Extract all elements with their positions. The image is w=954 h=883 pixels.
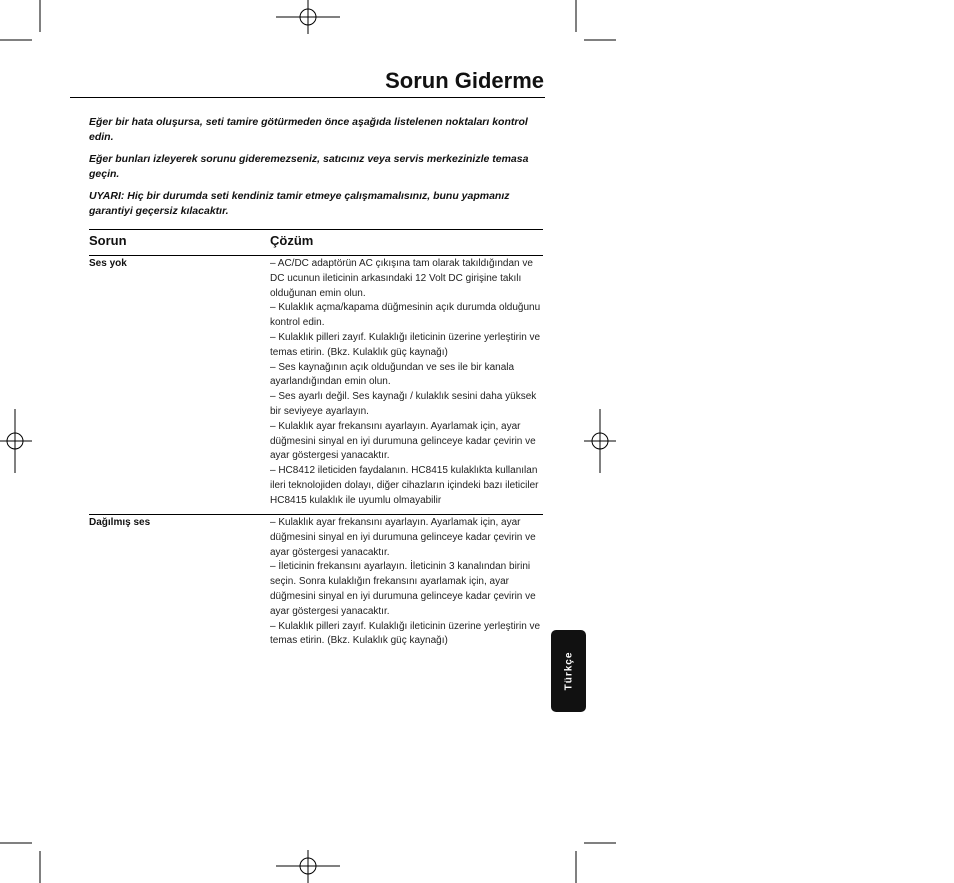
solution-list-no-sound — [270, 257, 542, 509]
solution-list-distorted-sound — [270, 516, 542, 649]
table-top-divider — [89, 229, 543, 230]
column-header-solution: Çözüm — [270, 233, 314, 248]
row-divider — [89, 514, 543, 515]
solution-item: – Kulaklık ayar frekansını ayarlayın. Ayarlamak için, ayar düğmesini sinyal en iyi durumuna gelinceye kadar çevirin ve ayar göstergesi yanacaktır. — [270, 517, 536, 558]
solution-item: – Kulaklık pilleri zayıf. Kulaklığı ileticinin üzerine yerleştirin ve temas etirin. (Bkz. Kulaklık güç kaynağı) — [270, 331, 541, 358]
solution-item: – Kulaklık pilleri zayıf. Kulaklığı ileticinin üzerine yerleştirin ve temas etirin. (Bkz. Kulaklık güç kaynağı) — [270, 620, 541, 647]
language-tab — [551, 630, 586, 712]
problem-distorted-sound: Dağılmış ses — [89, 517, 151, 528]
solution-item: – AC/DC adaptörün AC çıkışına tam olarak takıldığından ve DC ucunun ileticinin arkasındaki 12 Volt DC girişine takılı olduğunan emin olun. — [270, 258, 533, 299]
page-title: Sorun Giderme — [385, 68, 544, 93]
solution-item: – HC8412 ileticiden faydalanın. HC8415 kulaklıkta kullanılan ileri teknolojiden dolayı, diğer cihazların içindeki bazı ileticiler HC8415 kulaklık ile uyumlu olmayabilir — [270, 465, 539, 506]
solution-item: – Ses ayarlı değil. Ses kaynağı / kulaklık sesini daha yüksek bir seviyeye ayarlayın. — [270, 391, 537, 417]
intro-note-repair: Eğer bir hata oluşursa, seti tamire götürmeden önce aşağıda listelenen noktaları kontrol edin. — [89, 116, 528, 143]
intro-warning: UYARI: Hiç bir durumda seti kendiniz tamir etmeye çalışmamalısınız, bunu yapmanız garantiyi geçersiz kılacaktır. — [89, 190, 510, 217]
solution-item: – Ses kaynağının açık olduğundan ve ses ile bir kanala ayarlandığından emin olun. — [270, 361, 515, 388]
row-divider — [89, 255, 543, 256]
solution-item: – İleticinin frekansını ayarlayın. İleticinin 3 kanalından birini seçin. Sonra kulaklığın frekansını ayarlamak için, ayar düğmesini sinyal en iyi durumuna gelinceye kadar çevirin ve ayar göstergesi yanacaktır. — [270, 561, 536, 617]
column-header-problem: Sorun — [89, 233, 127, 248]
language-tab-label: Türkçe — [563, 651, 574, 691]
problem-no-sound: Ses yok — [89, 258, 127, 269]
solution-item: – Kulaklık açma/kapama düğmesinin açık durumda olduğunu kontrol edin. — [270, 302, 541, 329]
title-divider — [70, 97, 545, 98]
intro-note-contact: Eğer bunları izleyerek sorunu gideremezseniz, satıcınız veya servis merkezinizle temasa geçin. — [89, 153, 529, 180]
solution-item: – Kulaklık ayar frekansını ayarlayın. Ayarlamak için, ayar düğmesini sinyal en iyi durumuna gelinceye kadar çevirin ve ayar göstergesi yanacaktır. — [270, 420, 536, 462]
